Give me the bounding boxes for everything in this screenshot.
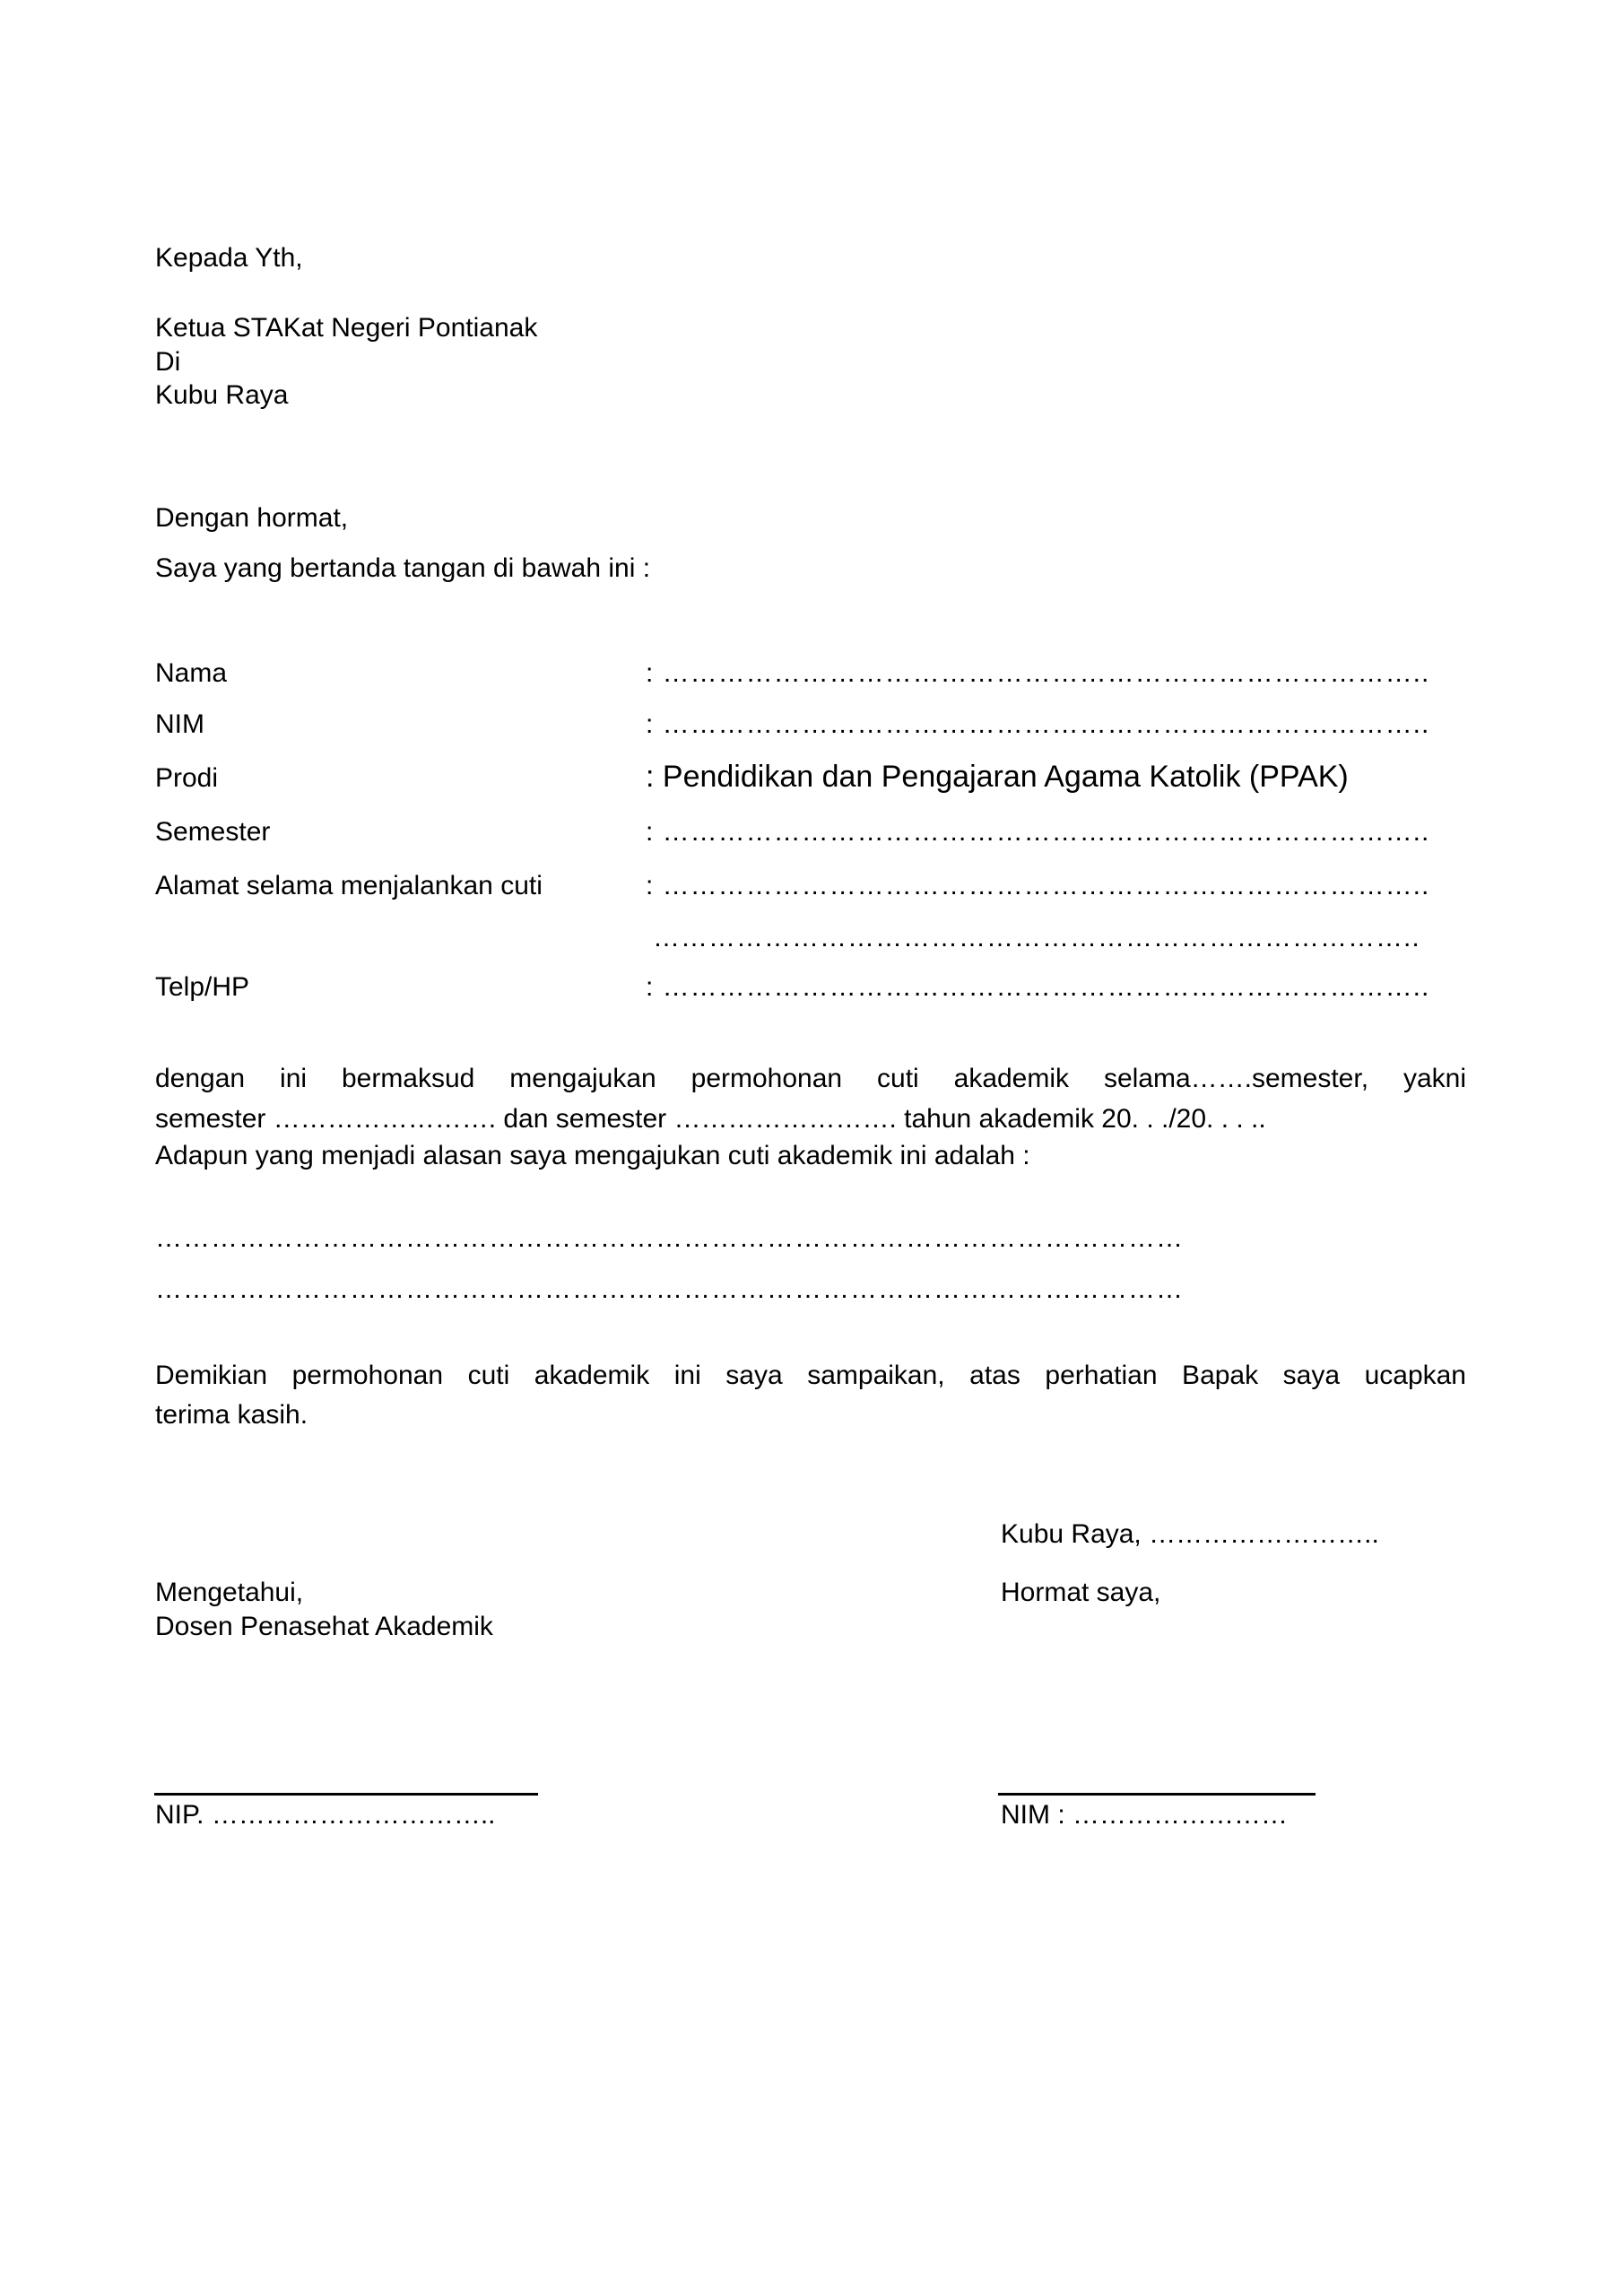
field-label-nim: NIM bbox=[155, 709, 204, 739]
field-value-nim[interactable]: : ……………………………………………………………………….. bbox=[646, 709, 1430, 739]
request-line-1: dengan ini bermaksud mengajukan permohonan cuti akademik selama…….semester, yakni bbox=[155, 1064, 1466, 1093]
right-signature-title: Hormat saya, bbox=[1001, 1578, 1161, 1607]
advisor-nip[interactable]: NIP. ………………………….. bbox=[155, 1800, 496, 1830]
place-date[interactable]: Kubu Raya, …………………….. bbox=[1001, 1519, 1379, 1549]
field-value-alamat[interactable]: : ……………………………………………………………………….. bbox=[646, 871, 1430, 900]
advisor-signature-line[interactable] bbox=[154, 1793, 538, 1796]
field-value-semester[interactable]: : ……………………………………………………………………….. bbox=[646, 817, 1430, 847]
greeting: Dengan hormat, bbox=[155, 503, 349, 533]
field-label-telp: Telp/HP bbox=[155, 972, 250, 1002]
field-label-semester: Semester bbox=[155, 817, 271, 847]
recipient-line-2: Di bbox=[155, 347, 181, 377]
recipient-line-3: Kubu Raya bbox=[155, 380, 289, 410]
field-label-prodi: Prodi bbox=[155, 763, 219, 793]
closing-line-1: Demikian permohonan cuti akademik ini saya sampaikan, atas perhatian Bapak saya ucapkan bbox=[155, 1361, 1466, 1390]
field-label-alamat: Alamat selama menjalankan cuti bbox=[155, 871, 543, 900]
student-signature-line[interactable] bbox=[998, 1793, 1316, 1796]
field-label-nama: Nama bbox=[155, 658, 228, 688]
field-value-prodi: : Pendidikan dan Pengajaran Agama Katolik (PPAK) bbox=[646, 760, 1349, 794]
left-signature-title-2: Dosen Penasehat Akademik bbox=[155, 1612, 493, 1641]
salutation: Kepada Yth, bbox=[155, 243, 303, 273]
reason-line-1[interactable]: ………………………………………………………………………………………………… bbox=[155, 1223, 1184, 1253]
request-line-2: semester ……………………. dan semester ……………………. tahun akademik 20. . ./20. . . .. bbox=[155, 1104, 1266, 1134]
reason-intro: Adapun yang menjadi alasan saya mengajukan cuti akademik ini adalah : bbox=[155, 1141, 1030, 1170]
recipient-line-1: Ketua STAKat Negeri Pontianak bbox=[155, 313, 538, 343]
field-value-nama[interactable]: : ……………………………………………………………………….. bbox=[646, 658, 1430, 688]
left-signature-title-1: Mengetahui, bbox=[155, 1578, 304, 1607]
field-value-telp[interactable]: : ……………………………………………………………………….. bbox=[646, 972, 1430, 1002]
intro-text: Saya yang bertanda tangan di bawah ini : bbox=[155, 553, 651, 583]
student-nim[interactable]: NIM : …………………… bbox=[1001, 1800, 1288, 1830]
reason-line-2[interactable]: ………………………………………………………………………………………………… bbox=[155, 1274, 1184, 1304]
field-value-alamat-continuation[interactable]: ……………………………………………………………………….. bbox=[653, 923, 1420, 952]
closing-line-2: terima kasih. bbox=[155, 1400, 308, 1430]
